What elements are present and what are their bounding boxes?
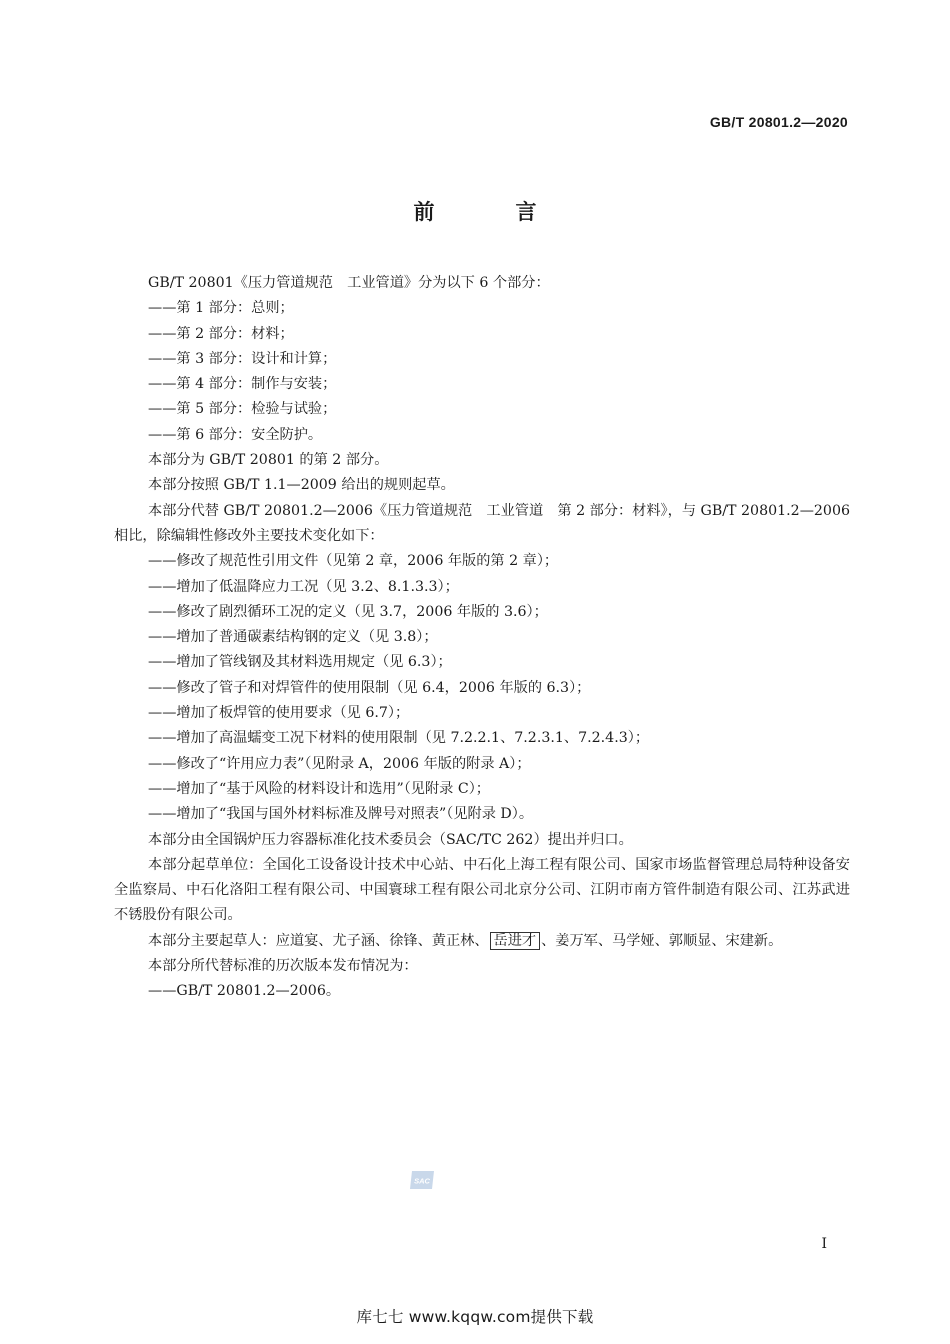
paragraph-drafting-rules: 本部分按照 GB/T 1.1—2009 给出的规则起草。 [148,477,455,494]
paragraph-parts-intro: GB/T 20801《压力管道规范 工业管道》分为以下 6 个部分： [148,275,550,291]
list-item-part-6: ——第 6 部分：安全防护。 [148,426,323,443]
list-item-change: ——修改了“许用应力表”（见附录 A，2006 年版的附录 A）； [148,755,531,772]
page-number: I [821,1236,827,1252]
list-item-change: ——增加了低温降应力工况（见 3.2、8.1.3.3）； [148,578,459,595]
drafters-suffix: 、姜万军、马学娅、郭顺显、宋建新。 [541,932,783,949]
standard-number: GB/T 20801.2—2020 [709,114,848,130]
foreword-body [114,271,850,1005]
sac-logo-text: SAC [414,1176,430,1186]
list-item-change: ——增加了普通碳素结构钢的定义（见 3.8）； [148,629,438,646]
paragraph-this-part: 本部分为 GB/T 20801 的第 2 部分。 [148,452,389,469]
list-item-change: ——修改了管子和对焊管件的使用限制（见 6.4，2006 年版的 6.3）； [148,679,591,696]
list-item-change: ——增加了“基于风险的材料设计和选用”（见附录 C）； [148,780,490,797]
boxed-drafter-name: 岳进才 [490,932,541,950]
page-title: 前 言 [413,200,567,224]
list-item-part-5: ——第 5 部分：检验与试验； [148,401,337,418]
paragraph-drafting-units: 本部分起草单位：全国化工设备设计技术中心站、中石化上海工程有限公司、国家市场监督管理总局特种设备安全监察局、中石化洛阳工程有限公司、中国寰球工程有限公司北京分公司、江阴市南方管件制造有限公司、江苏武进不锈股份有限公司。 [114,856,850,924]
list-item-change: ——修改了剧烈循环工况的定义（见 3.7，2006 年版的 3.6）； [148,603,548,620]
drafters-prefix: 本部分主要起草人：应道宴、尤子涵、徐锋、黄正林、 [148,932,489,949]
paragraph-replaces: 本部分代替 GB/T 20801.2—2006《压力管道规范 工业管道 第 2 部分：材料》，与 GB/T 20801.2—2006 相比，除编辑性修改外主要技术变化如下： [114,502,850,544]
list-item-change: ——修改了规范性引用文件（见第 2 章，2006 年版的第 2 章）； [148,553,559,570]
paragraph-drafters [114,929,850,954]
list-item-change: ——增加了管线钢及其材料选用规定（见 6.3）； [148,654,452,671]
list-item-history: ——GB/T 20801.2—2006。 [148,983,341,1000]
paragraph-proposer: 本部分由全国锅炉压力容器标准化技术委员会（SAC/TC 262）提出并归口。 [148,831,633,848]
list-item-part-4: ——第 4 部分：制作与安装； [148,376,337,393]
list-item-part-3: ——第 3 部分：设计和计算； [148,350,337,367]
list-item-part-2: ——第 2 部分：材料； [148,325,294,342]
list-item-part-1: ——第 1 部分：总则； [148,300,294,317]
paragraph-history: 本部分所代替标准的历次版本发布情况为： [148,958,418,975]
download-footer: 库七七 www.kqqw.com提供下载 [356,1308,594,1326]
list-item-change: ——增加了高温蠕变工况下材料的使用限制（见 7.2.2.1、7.2.3.1、7.2.4.3）； [148,730,650,747]
list-item-change: ——增加了“我国与国外材料标准及牌号对照表”（见附录 D）。 [148,806,534,823]
list-item-change: ——增加了板焊管的使用要求（见 6.7）； [148,705,410,722]
sac-logo-icon [409,1170,435,1190]
